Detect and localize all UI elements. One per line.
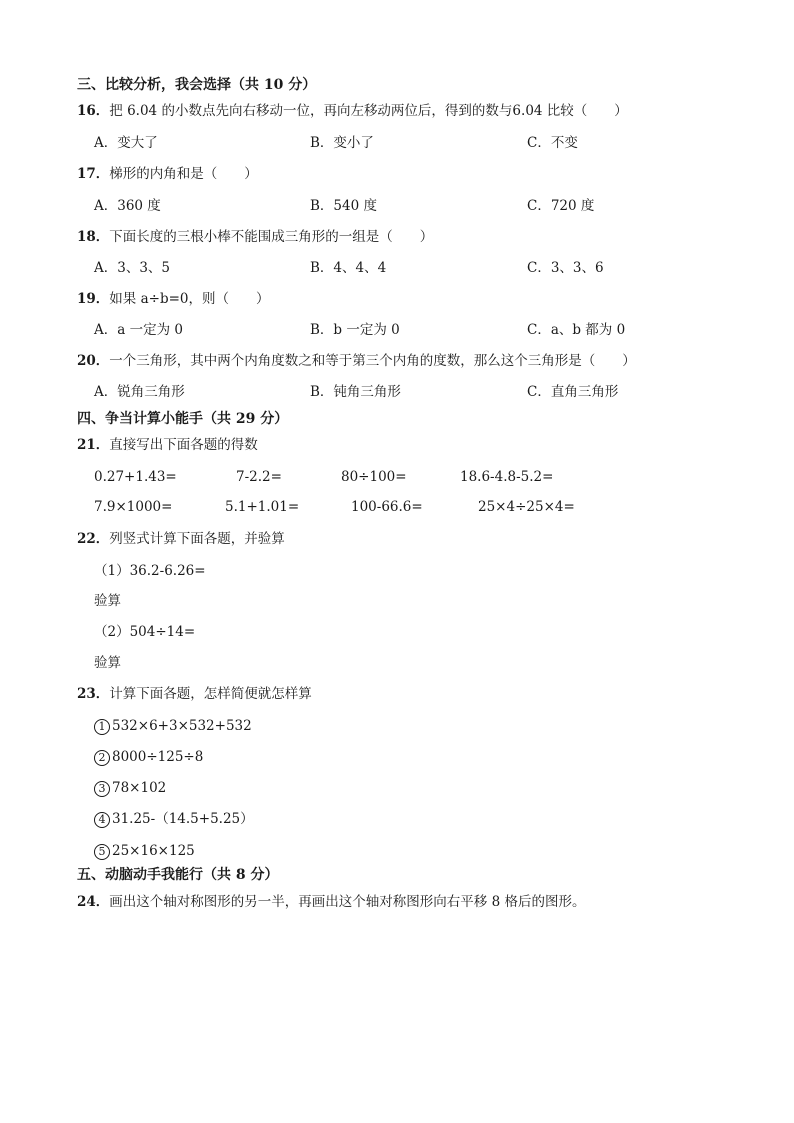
option-16-b[interactable]: B．变小了 [310, 135, 374, 151]
circled-number-icon: 4 [94, 812, 110, 828]
simplify-item-4 [94, 810, 254, 828]
simplify-item-5 [94, 842, 195, 860]
simplify-item-3 [94, 779, 166, 797]
calc-item: 5.1+1.01= [225, 499, 300, 515]
question-22 [77, 530, 285, 548]
question-number: 22． [77, 531, 110, 547]
simplify-item-2 [94, 748, 203, 766]
question-21 [77, 436, 258, 454]
vertical-calc-1: （1）36.2-6.26= [94, 563, 206, 579]
option-17-a[interactable]: A．360 度 [94, 198, 161, 214]
option-18-b[interactable]: B．4、4、4 [310, 260, 387, 276]
option-20-b[interactable]: B．钝角三角形 [310, 384, 401, 400]
question-text: 下面长度的三根小棒不能围成三角形的一组是（ ） [109, 229, 434, 245]
expression: 8000÷125÷8 [112, 749, 204, 765]
question-number: 21． [77, 437, 110, 453]
expression: 31.25-（14.5+5.25） [112, 811, 254, 827]
option-16-a[interactable]: A．变大了 [94, 135, 158, 151]
question-number: 17． [77, 166, 110, 182]
question-number: 20． [77, 353, 110, 369]
question-19 [77, 290, 270, 308]
question-number: 19． [77, 291, 110, 307]
calc-item: 0.27+1.43= [94, 469, 177, 485]
expression: 532×6+3×532+532 [112, 718, 252, 734]
simplify-item-1 [94, 717, 252, 735]
expression: 78×102 [112, 780, 167, 796]
option-17-b[interactable]: B．540 度 [310, 198, 377, 214]
question-text: 把 6.04 的小数点先向右移动一位，再向左移动两位后，得到的数与6.04 比较（ ） [109, 103, 628, 119]
option-20-a[interactable]: A．锐角三角形 [94, 384, 185, 400]
question-text: 画出这个轴对称图形的另一半，再画出这个轴对称图形向右平移 8 格后的图形。 [109, 894, 586, 910]
question-20 [77, 352, 636, 370]
calc-item: 80÷100= [341, 469, 407, 485]
question-number: 18． [77, 229, 110, 245]
calc-item: 7-2.2= [236, 469, 282, 485]
circled-number-icon: 2 [94, 750, 110, 766]
option-18-c[interactable]: C．3、3、6 [527, 260, 604, 276]
question-23 [77, 685, 312, 703]
question-number: 24． [77, 894, 110, 910]
circled-number-icon: 5 [94, 844, 110, 860]
question-text: 如果 a÷b=0，则（ ） [109, 291, 270, 307]
option-17-c[interactable]: C．720 度 [527, 198, 595, 214]
question-16 [77, 102, 628, 120]
option-16-c[interactable]: C．不变 [527, 135, 578, 151]
question-number: 16． [77, 103, 110, 119]
option-19-a[interactable]: A．a 一定为 0 [94, 322, 183, 338]
calc-item: 18.6-4.8-5.2= [460, 469, 554, 485]
calc-item: 25×4÷25×4= [478, 499, 575, 515]
section-title-3: 三、比较分析，我会选择（共 10 分） [77, 77, 317, 93]
expression: 25×16×125 [112, 843, 195, 859]
circled-number-icon: 1 [94, 719, 110, 735]
calc-item: 100-66.6= [351, 499, 423, 515]
question-text: 直接写出下面各题的得数 [109, 437, 258, 453]
check-label-1: 验算 [94, 593, 121, 609]
question-24 [77, 893, 585, 911]
option-18-a[interactable]: A．3、3、5 [94, 260, 171, 276]
option-20-c[interactable]: C．直角三角形 [527, 384, 619, 400]
section-title-4: 四、争当计算小能手（共 29 分） [77, 411, 289, 427]
question-17 [77, 165, 258, 183]
question-text: 计算下面各题，怎样简便就怎样算 [109, 686, 312, 702]
section-title-5: 五、动脑动手我能行（共 8 分） [77, 867, 279, 883]
vertical-calc-2: （2）504÷14= [94, 624, 196, 640]
question-text: 梯形的内角和是（ ） [109, 166, 258, 182]
question-number: 23． [77, 686, 110, 702]
question-text: 一个三角形，其中两个内角度数之和等于第三个内角的度数，那么这个三角形是（ ） [109, 353, 636, 369]
option-19-c[interactable]: C．a、b 都为 0 [527, 322, 626, 338]
question-text: 列竖式计算下面各题，并验算 [109, 531, 285, 547]
check-label-2: 验算 [94, 655, 121, 671]
circled-number-icon: 3 [94, 781, 110, 797]
option-19-b[interactable]: B．b 一定为 0 [310, 322, 400, 338]
calc-item: 7.9×1000= [94, 499, 173, 515]
question-18 [77, 228, 433, 246]
